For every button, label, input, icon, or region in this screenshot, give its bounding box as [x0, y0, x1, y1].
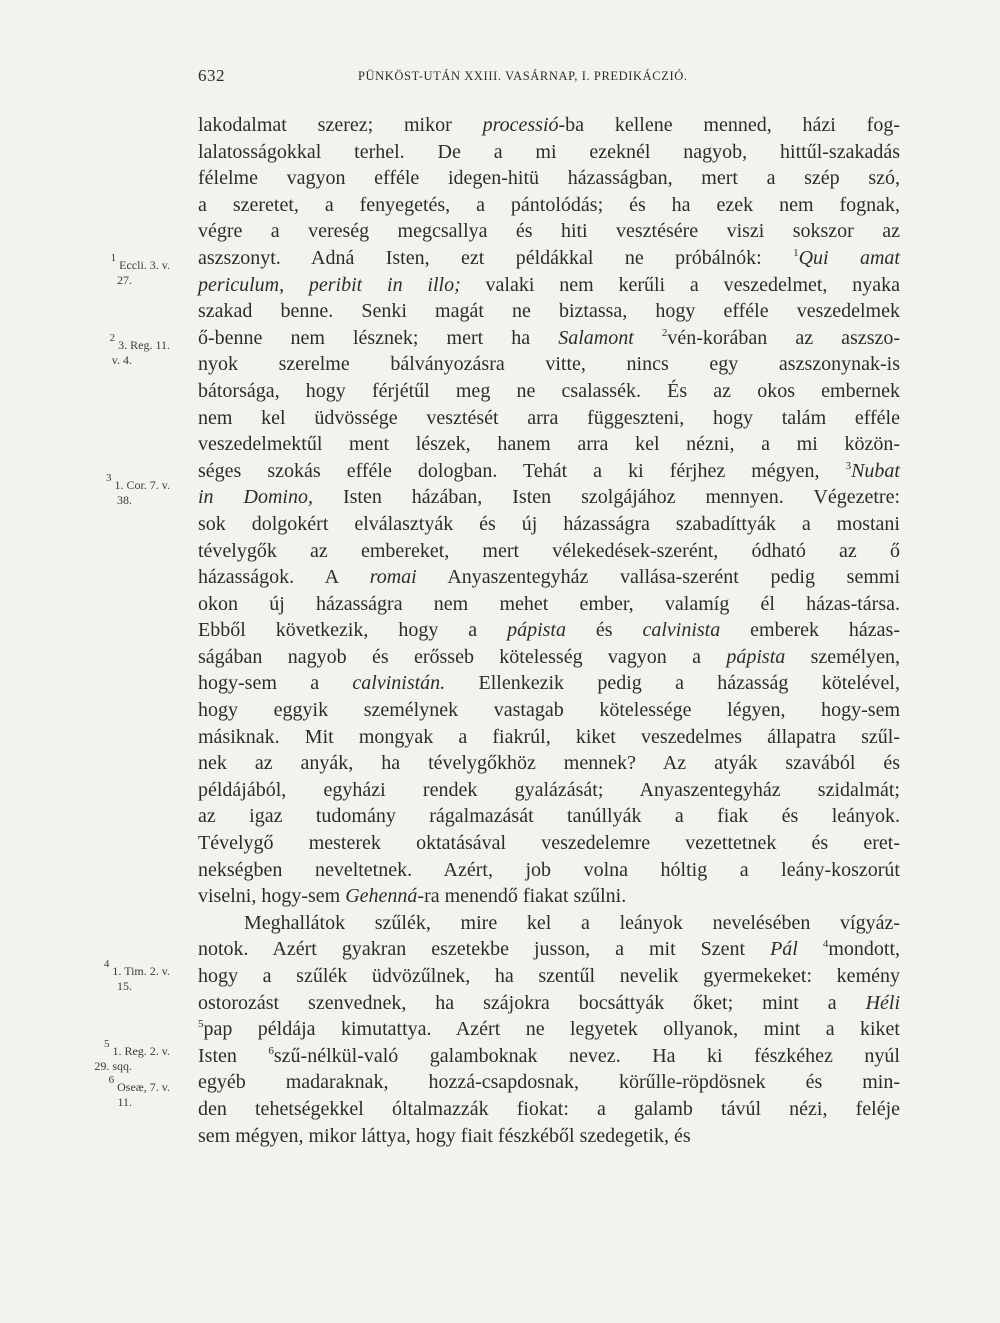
- text-line: [198, 803, 900, 830]
- text-run: személyen,: [785, 645, 901, 668]
- text-line: [198, 218, 900, 245]
- text-line: [198, 644, 900, 671]
- margin-note: [20, 1038, 170, 1074]
- text-run: hogy a szűlék üdvözűlnek, ha szentűl nevelik gyermekeket: kemény: [198, 965, 900, 987]
- margin-note-reference: 1. Tim. 2. v.: [109, 964, 170, 978]
- margin-note-marker: 5: [103, 1038, 110, 1050]
- footnote-marker: 3: [845, 459, 852, 472]
- text-line: [198, 484, 900, 511]
- text-line: [198, 139, 900, 166]
- italic-text: Salamont: [558, 326, 634, 349]
- text-line: [198, 1096, 900, 1123]
- margin-note-reference: 3. Reg. 11.: [115, 338, 170, 352]
- text-line: [198, 1016, 900, 1043]
- italic-text: Pál: [770, 938, 798, 961]
- italic-text: romai: [369, 566, 417, 589]
- text-run: Tévelygő mesterek oktatásával veszedelemre vezettetnek és eret-: [198, 832, 900, 855]
- main-text: [198, 112, 900, 1149]
- margin-note-marker: 6: [108, 1074, 115, 1086]
- text-run: emberek házas-: [720, 619, 900, 642]
- footnote-marker: 2: [661, 326, 668, 339]
- text-line: [198, 431, 900, 458]
- text-run: és: [565, 619, 643, 642]
- text-run: Anyaszentegyház vallása-szerént pedig semmi: [416, 566, 900, 589]
- text-run: Isten: [198, 1044, 269, 1067]
- italic-text: pápista: [507, 619, 566, 642]
- text-run: mondott,: [828, 938, 901, 961]
- text-line: [198, 112, 900, 139]
- margin-note-verse: 38.: [117, 493, 132, 507]
- text-line: [198, 511, 900, 538]
- text-line: [198, 857, 900, 884]
- text-run: [798, 938, 823, 960]
- text-line: [198, 990, 900, 1017]
- margin-note-verse: 11.: [117, 1095, 132, 1109]
- text-line: [198, 272, 900, 299]
- text-run: Ellenkezik pedig a házasság kötelével,: [445, 672, 900, 695]
- text-run: séges szokás efféle dologban. Tehát a ki férjhez mégyen,: [198, 459, 846, 482]
- margin-note-verse: v. 4.: [111, 353, 132, 367]
- text-line: [198, 245, 900, 272]
- text-run: okon új házasságra nem mehet ember, valamíg él házas-társa.: [198, 592, 900, 615]
- margin-note-reference: Oseæ, 7. v.: [114, 1080, 170, 1094]
- text-line: [198, 910, 900, 937]
- italic-text: in Domino,: [198, 486, 313, 509]
- text-run: lakodalmat szerez; mikor: [198, 114, 483, 136]
- italic-text: pápista: [726, 645, 786, 668]
- text-run: házasságok. A: [198, 566, 370, 589]
- margin-note: [20, 472, 170, 508]
- text-line: [198, 883, 900, 910]
- margin-note-reference: Eccli. 3. v.: [116, 258, 170, 272]
- text-line: [198, 538, 900, 565]
- italic-text: calvinistán.: [352, 672, 446, 695]
- margin-note-marker: 2: [109, 332, 116, 344]
- text-run: -ba kellene menned, házi fog-: [558, 114, 900, 136]
- italic-text: processió: [482, 114, 559, 136]
- text-line: [198, 1043, 900, 1070]
- margin-note: [20, 252, 170, 288]
- text-run: den tehetségekkel óltalmazzák fiokat: a galamb távúl nézi, feléje: [198, 1097, 900, 1120]
- text-run: nek az anyák, ha tévelygőkhöz mennek? Az atyák szavából és: [198, 752, 900, 775]
- margin-notes: [0, 0, 190, 1323]
- text-line: [198, 617, 900, 644]
- footnote-marker: 4: [822, 938, 829, 951]
- text-run: bátorsága, hogy férjétűl meg ne csalassék. És az okos embernek: [198, 379, 900, 402]
- text-run: lalatosságokkal terhel. De a mi ezeknél nagyob, hittűl-szakadás: [198, 140, 900, 163]
- text-run: hogy-sem a: [198, 672, 353, 695]
- text-run: [634, 327, 662, 349]
- text-run: Meghallátok szűlék, mire kel a leányok nevelésében vígyáz-: [244, 911, 900, 934]
- text-line: [198, 963, 900, 990]
- text-run: sok dolgokért elválasztyák és új házasságra szabadíttyák a mostani: [198, 512, 900, 535]
- margin-note-marker: 4: [103, 958, 110, 970]
- text-line: [198, 298, 900, 325]
- text-line: [198, 724, 900, 751]
- text-line: [198, 458, 900, 485]
- text-run: ő-benne nem lésznek; mert ha: [198, 326, 559, 349]
- text-run: nem kel üdvössége vesztését arra függeszteni, hogy talám efféle: [198, 406, 900, 429]
- text-run: szű-nélkül-való galamboknak nevez. Ha ki fészkéhez nyúl: [273, 1044, 900, 1067]
- footnote-marker: 1: [793, 246, 799, 259]
- text-run: nekségben neveltetnek. Azért, job volna hóltig a leány-koszorút: [198, 858, 900, 881]
- text-line: [198, 777, 900, 804]
- text-line: [198, 192, 900, 219]
- text-line: [198, 1123, 900, 1150]
- margin-note-verse: 29. sqq.: [94, 1059, 132, 1073]
- text-run: példájából, egyházi rendek gyalázását; Anyaszentegyház szidalmát;: [198, 778, 900, 801]
- margin-note: [20, 1074, 170, 1110]
- text-run: tévelygők az embereket, mert vélekedések-szerént, ódható az ő: [198, 539, 900, 562]
- text-line: [198, 325, 900, 352]
- text-run: nyok szerelme bálványozásra vitte, nincs egy aszszonynak-is: [198, 353, 900, 376]
- text-run: -ra menendő fiakat szűlni.: [417, 885, 627, 908]
- text-line: [198, 165, 900, 192]
- italic-text: Gehenná: [345, 885, 418, 908]
- text-line: [198, 1069, 900, 1096]
- italic-text: calvinista: [642, 619, 721, 642]
- text-line: [198, 351, 900, 378]
- text-run: ságában nagyob és erősseb kötelesség vagyon a: [198, 645, 727, 668]
- margin-note-marker: 1: [110, 252, 117, 264]
- text-line: [198, 697, 900, 724]
- italic-text: Qui amat: [798, 246, 900, 269]
- text-run: pap példája kimutattya. Azért ne legyetek ollyanok, mint a kiket: [203, 1018, 900, 1041]
- text-run: a szeretet, a fenyegetés, a pántolódás; és ha ezek nem fognak,: [198, 193, 900, 216]
- italic-text: Nubat: [851, 459, 900, 482]
- margin-note-verse: 27.: [117, 273, 132, 287]
- margin-note: [20, 958, 170, 994]
- text-run: szakad benne. Senki magát ne biztassa, hogy efféle veszedelmek: [198, 300, 900, 323]
- text-line: [198, 670, 900, 697]
- margin-note-reference: 1. Reg. 2. v.: [109, 1044, 170, 1058]
- text-run: Isten házában, Isten szolgájához mennyen. Végezetre:: [312, 486, 900, 509]
- text-run: veszedelmektűl ment lészek, hanem arra kel nézni, a mi közön-: [198, 433, 900, 456]
- text-run: aszszonyt. Adná Isten, ezt példákkal ne próbálnók:: [198, 246, 794, 269]
- text-run: egyéb madaraknak, hozzá-csapdosnak, körűlle-röpdösnek és min-: [198, 1071, 900, 1094]
- text-run: ostorozást szenvednek, ha szájokra bocsáttyák őket; mint a: [198, 991, 866, 1014]
- margin-note: [20, 332, 170, 368]
- running-title: PÜNKÖST-UTÁN XXIII. VASÁRNAP, I. PREDIKÁCZIÓ.: [358, 69, 688, 83]
- text-run: az igaz tudomány rágalmazását tanúllyák a fiak és leányok.: [198, 805, 900, 828]
- text-run: másiknak. Mit mongyak a fiakrúl, kiket veszedelmes állapatra szűl-: [198, 725, 900, 748]
- text-line: [198, 936, 900, 963]
- footnote-marker: 5: [198, 1018, 204, 1031]
- text-run: notok. Azért gyakran eszetekbe jusson, a mit Szent: [198, 938, 771, 961]
- text-line: [198, 591, 900, 618]
- page-number: 632: [198, 66, 225, 85]
- text-run: Ebből következik, hogy a: [198, 619, 508, 642]
- margin-note-marker: 3: [105, 472, 112, 484]
- text-run: sem mégyen, mikor láttya, hogy fiait fészkéből szedegetik, és: [198, 1124, 691, 1147]
- margin-note-reference: 1. Cor. 7. v.: [111, 478, 170, 492]
- italic-text: periculum, peribit in illo;: [198, 273, 461, 296]
- text-line: [198, 378, 900, 405]
- footnote-marker: 6: [268, 1044, 274, 1057]
- text-run: valaki nem kerűli a veszedelmet, nyaka: [460, 273, 900, 296]
- text-run: félelme vagyon efféle idegen-hitü házasságban, mert a szép szó,: [198, 167, 900, 190]
- page-header: [198, 66, 898, 88]
- text-line: [198, 750, 900, 777]
- text-run: hogy eggyik személynek vastagab kötelessége légyen, hogy-sem: [198, 699, 900, 722]
- text-run: viselni, hogy-sem: [198, 885, 346, 908]
- text-run: vén-korában az aszszo-: [667, 326, 901, 349]
- text-line: [198, 405, 900, 432]
- text-line: [198, 830, 900, 857]
- margin-note-verse: 15.: [117, 979, 132, 993]
- text-line: [198, 564, 900, 591]
- italic-text: Héli: [865, 991, 900, 1014]
- text-run: végre a vereség megcsallya és hiti vesztésére viszi sokszor az: [198, 220, 900, 243]
